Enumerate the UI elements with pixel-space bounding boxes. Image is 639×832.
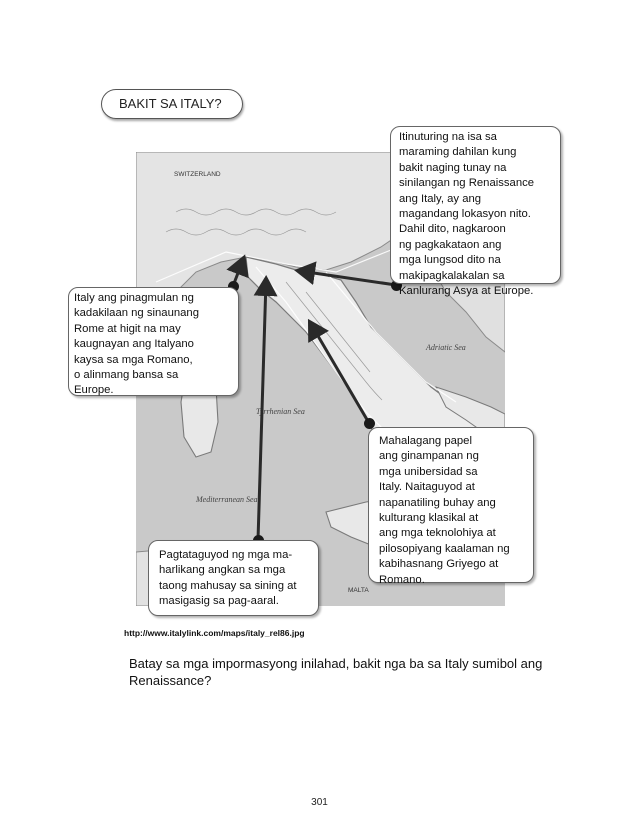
callout-universities: Mahalagang papel ang ginampanan ng mga unibersidad sa Italy. Naitaguyod at napanatiling buhay ang kulturang klasikal at ang mga teknolohiya at pilosopiyang kaalaman ng kabihasnang Griyego at Romano. [368, 427, 534, 583]
section-title: BAKIT SA ITALY? [101, 89, 243, 119]
page-number: 301 [311, 797, 328, 808]
question-text: Batay sa mga impormasyong inilahad, bakit nga ba sa Italy sumibol ang Renaissance? [129, 656, 543, 688]
source-url: http://www.italylink.com/maps/italy_rel86.jpg [124, 628, 305, 638]
callout-rome: Italy ang pinagmulan ng kadakilaan ng sinaunang Rome at higit na may kaugnayan ang Italyano kaysa sa mga Romano, o alinmang bansa sa Europe. [68, 287, 239, 396]
callout-location: Itinuturing na isa sa maraming dahilan kung bakit naging tunay na sinilangan ng Renaissance ang Italy, ay ang magandang lokasyon nito. Dahil dito, nagkaroon ng pagkakataon ang mga lungsod dito na makipagkalakalan sa Kanlurang Asya at Europe. [390, 126, 561, 284]
callout-patrons: Pagtataguyod ng mga ma- harlikang angkan sa mga taong mahusay sa sining at masigasig sa pag-aaral. [148, 540, 319, 616]
arrow-patrons [258, 281, 266, 540]
adriatic-sea-label: Adriatic Sea [426, 343, 466, 352]
switzerland-label: SWITZERLAND [174, 171, 221, 178]
mediterranean-sea-label: Mediterranean Sea [196, 495, 258, 504]
malta-label: MALTA [348, 587, 369, 594]
arrow-universities [311, 324, 369, 423]
arrow-location [300, 271, 396, 285]
tyrrhenian-sea-label: Tyrrhenian Sea [256, 407, 305, 416]
